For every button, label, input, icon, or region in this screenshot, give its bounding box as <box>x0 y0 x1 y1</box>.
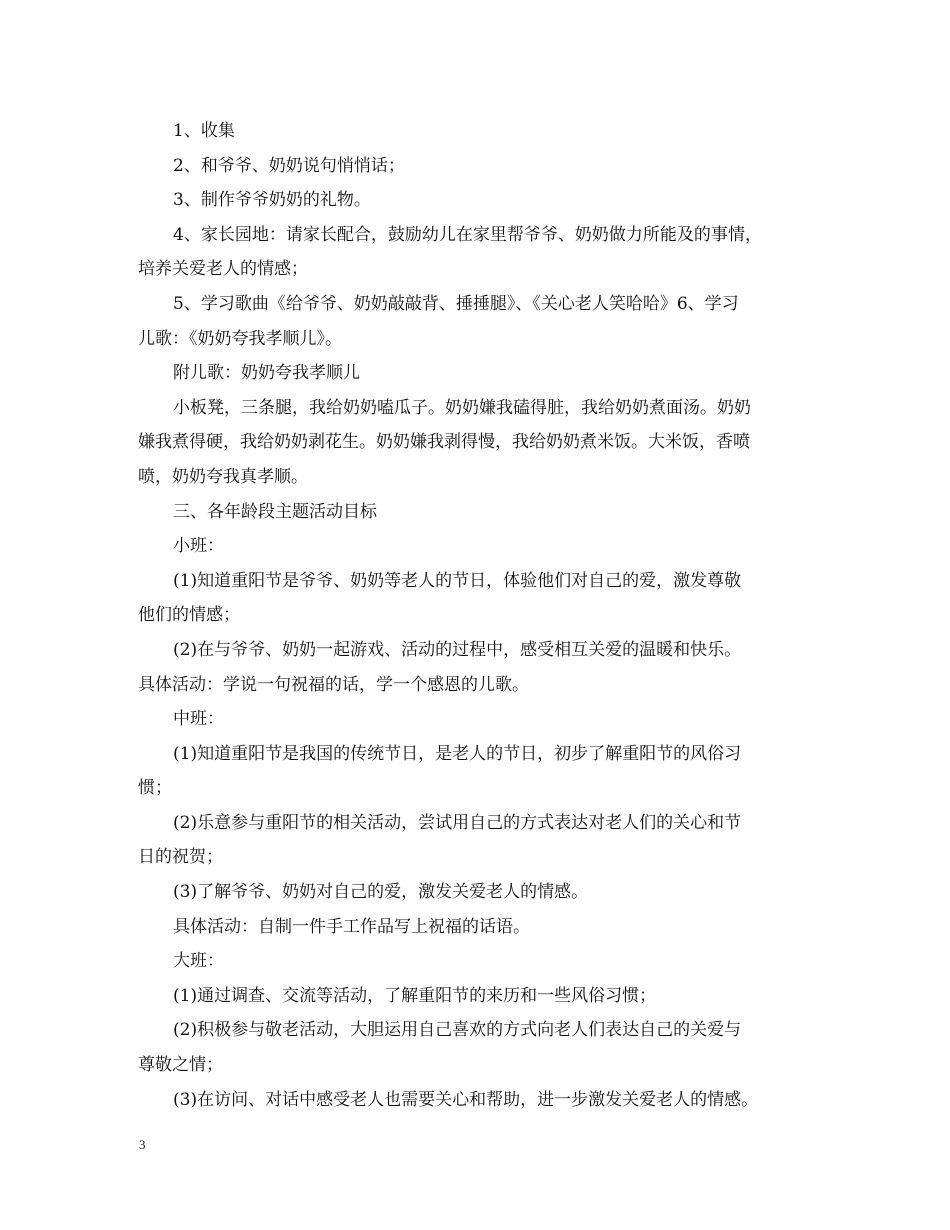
text-line: 儿歌：《奶奶夸我孝顺儿》。 <box>138 328 342 349</box>
text-line: (1)知道重阳节是爷爷、奶奶等老人的节日，体验他们对自己的爱，激发尊敬 <box>173 570 742 591</box>
text-line: (3)在访问、对话中感受老人也需要关心和帮助，进一步激发关爱老人的情感。 <box>173 1089 759 1110</box>
text-line: 培养关爱老人的情感； <box>138 259 308 280</box>
text-line: (2)在与爷爷、奶奶一起游戏、活动的过程中，感受相互关爱的温暖和快乐。 <box>173 639 742 660</box>
text-line: 嫌我煮得硬，我给奶奶剥花生。奶奶嫌我剥得慢，我给奶奶煮米饭。大米饭，香喷 <box>138 432 750 453</box>
text-line: (1)通过调查、交流等活动，了解重阳节的来历和一些风俗习惯； <box>173 985 657 1006</box>
subsection-heading: 小班： <box>173 536 224 557</box>
document-body <box>138 114 818 1117</box>
text-line: (1)知道重阳节是我国的传统节日，是老人的节日，初步了解重阳节的风俗习 <box>173 743 742 764</box>
text-line: (2)乐意参与重阳节的相关活动，尝试用自己的方式表达对老人们的关心和节 <box>173 812 742 833</box>
text-line: 1、收集 <box>173 121 235 141</box>
text-line: 2、和爷爷、奶奶说句悄悄话； <box>173 155 405 176</box>
text-line: 惯； <box>138 778 172 799</box>
subsection-heading: 中班： <box>173 709 224 730</box>
text-line: 日的祝贺； <box>138 847 223 868</box>
text-line: 小板凳，三条腿，我给奶奶嗑瓜子。奶奶嫌我磕得脏，我给奶奶煮面汤。奶奶 <box>173 397 751 418</box>
section-heading: 三、各年龄段主题活动目标 <box>173 501 377 522</box>
text-line: 他们的情感； <box>138 605 240 626</box>
page-number: 3 <box>139 1137 146 1152</box>
text-line: (2)积极参与敬老活动，大胆运用自己喜欢的方式向老人们表达自己的关爱与 <box>173 1020 742 1041</box>
text-line: 4、家长园地：请家长配合，鼓励幼儿在家里帮爷爷、奶奶做力所能及的事情， <box>173 224 762 245</box>
subsection-heading: 大班： <box>173 951 224 972</box>
text-line: 5、学习歌曲《给爷爷、奶奶敲敲背、捶捶腿》、《关心老人笑哈哈》6、学习 <box>173 293 739 314</box>
text-line: 3、制作爷爷奶奶的礼物。 <box>173 190 371 211</box>
text-line: 尊敬之情； <box>138 1055 223 1076</box>
text-line: 具体活动：自制一件手工作品写上祝福的话语。 <box>173 916 530 937</box>
text-line: 喷，奶奶夸我真孝顺。 <box>138 466 308 487</box>
text-line: (3)了解爷爷、奶奶对自己的爱，激发关爱老人的情感。 <box>173 882 589 903</box>
text-line: 附儿歌：奶奶夸我孝顺儿 <box>173 363 360 384</box>
text-line: 具体活动：学说一句祝福的话，学一个感恩的儿歌。 <box>138 674 529 695</box>
